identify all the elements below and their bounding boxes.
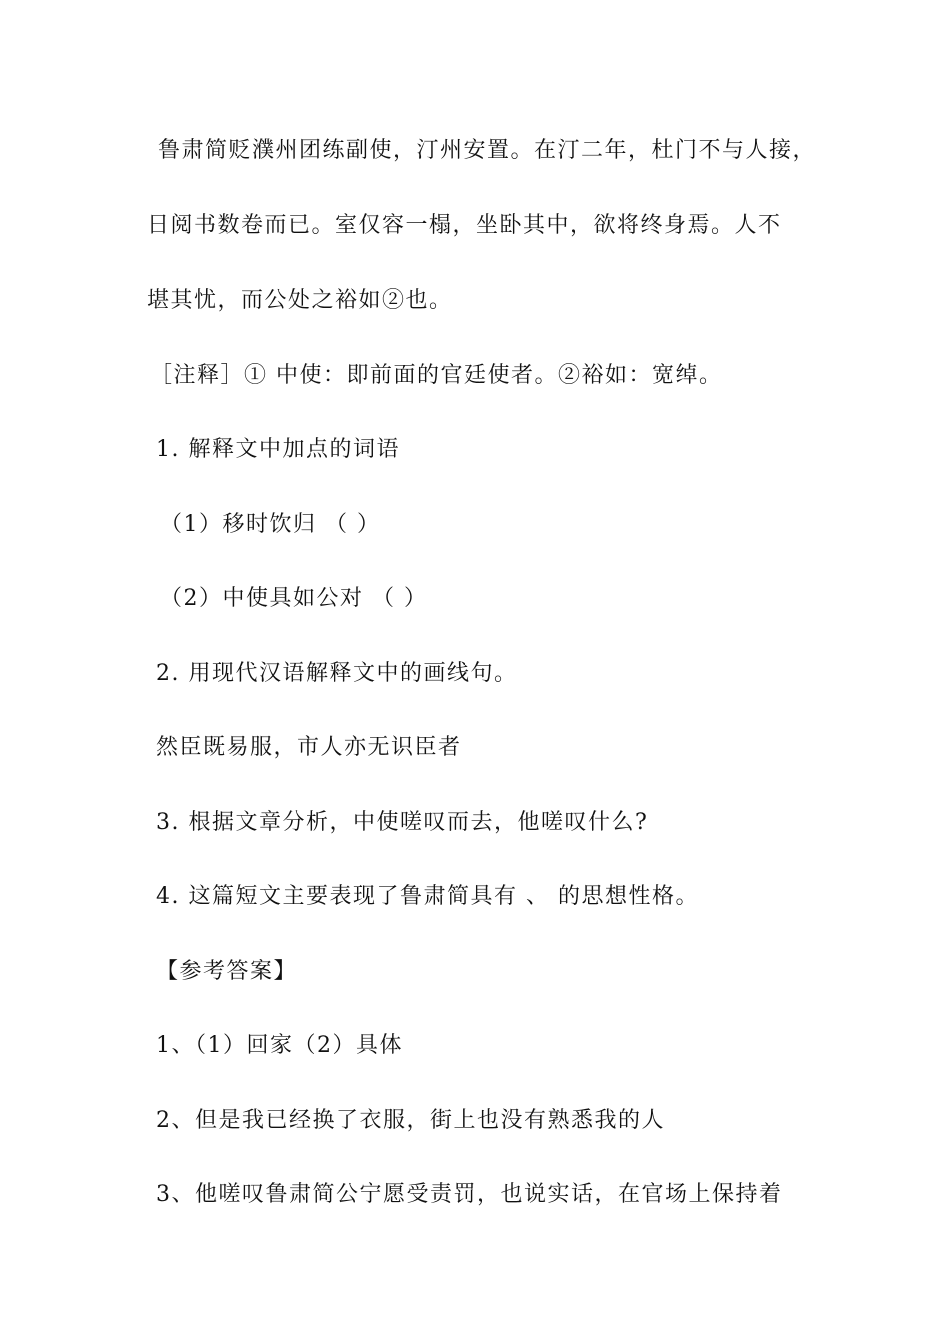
answer-3: 3、他嗟叹鲁肃简公宁愿受责罚，也说实话，在官场上保持着 bbox=[156, 1182, 783, 1207]
passage-line-3: 堪其忧，而公处之裕如②也。 bbox=[147, 288, 453, 313]
question-2-sentence: 然臣既易服，市人亦无识臣者 bbox=[156, 735, 462, 760]
question-4: 4. 这篇短文主要表现了鲁肃简具有 、 的思想性格。 bbox=[156, 884, 699, 909]
answer-1: 1、（1）回家（2）具体 bbox=[156, 1033, 403, 1058]
question-2: 2. 用现代汉语解释文中的画线句。 bbox=[156, 661, 518, 686]
notes-line: ［注释］① 中使：即前面的官廷使者。②裕如：宽绰。 bbox=[150, 363, 723, 388]
question-1-item-2: （2）中使具如公对 （ ） bbox=[160, 586, 428, 611]
passage-line-1: 鲁肃简贬濮州团练副使，汀州安置。在汀二年，杜门不与人接， bbox=[158, 138, 817, 163]
answer-2: 2、但是我已经换了衣服，街上也没有熟悉我的人 bbox=[156, 1108, 665, 1133]
passage-line-2: 日阅书数卷而已。室仅容一榻，坐卧其中，欲将终身焉。人不 bbox=[147, 213, 782, 238]
question-3: 3. 根据文章分析，中使嗟叹而去，他嗟叹什么? bbox=[156, 810, 649, 835]
answers-heading: 【参考答案】 bbox=[156, 959, 298, 984]
question-1-item-1: （1）移时饮归 （ ） bbox=[160, 512, 381, 537]
question-1: 1. 解释文中加点的词语 bbox=[156, 437, 400, 462]
